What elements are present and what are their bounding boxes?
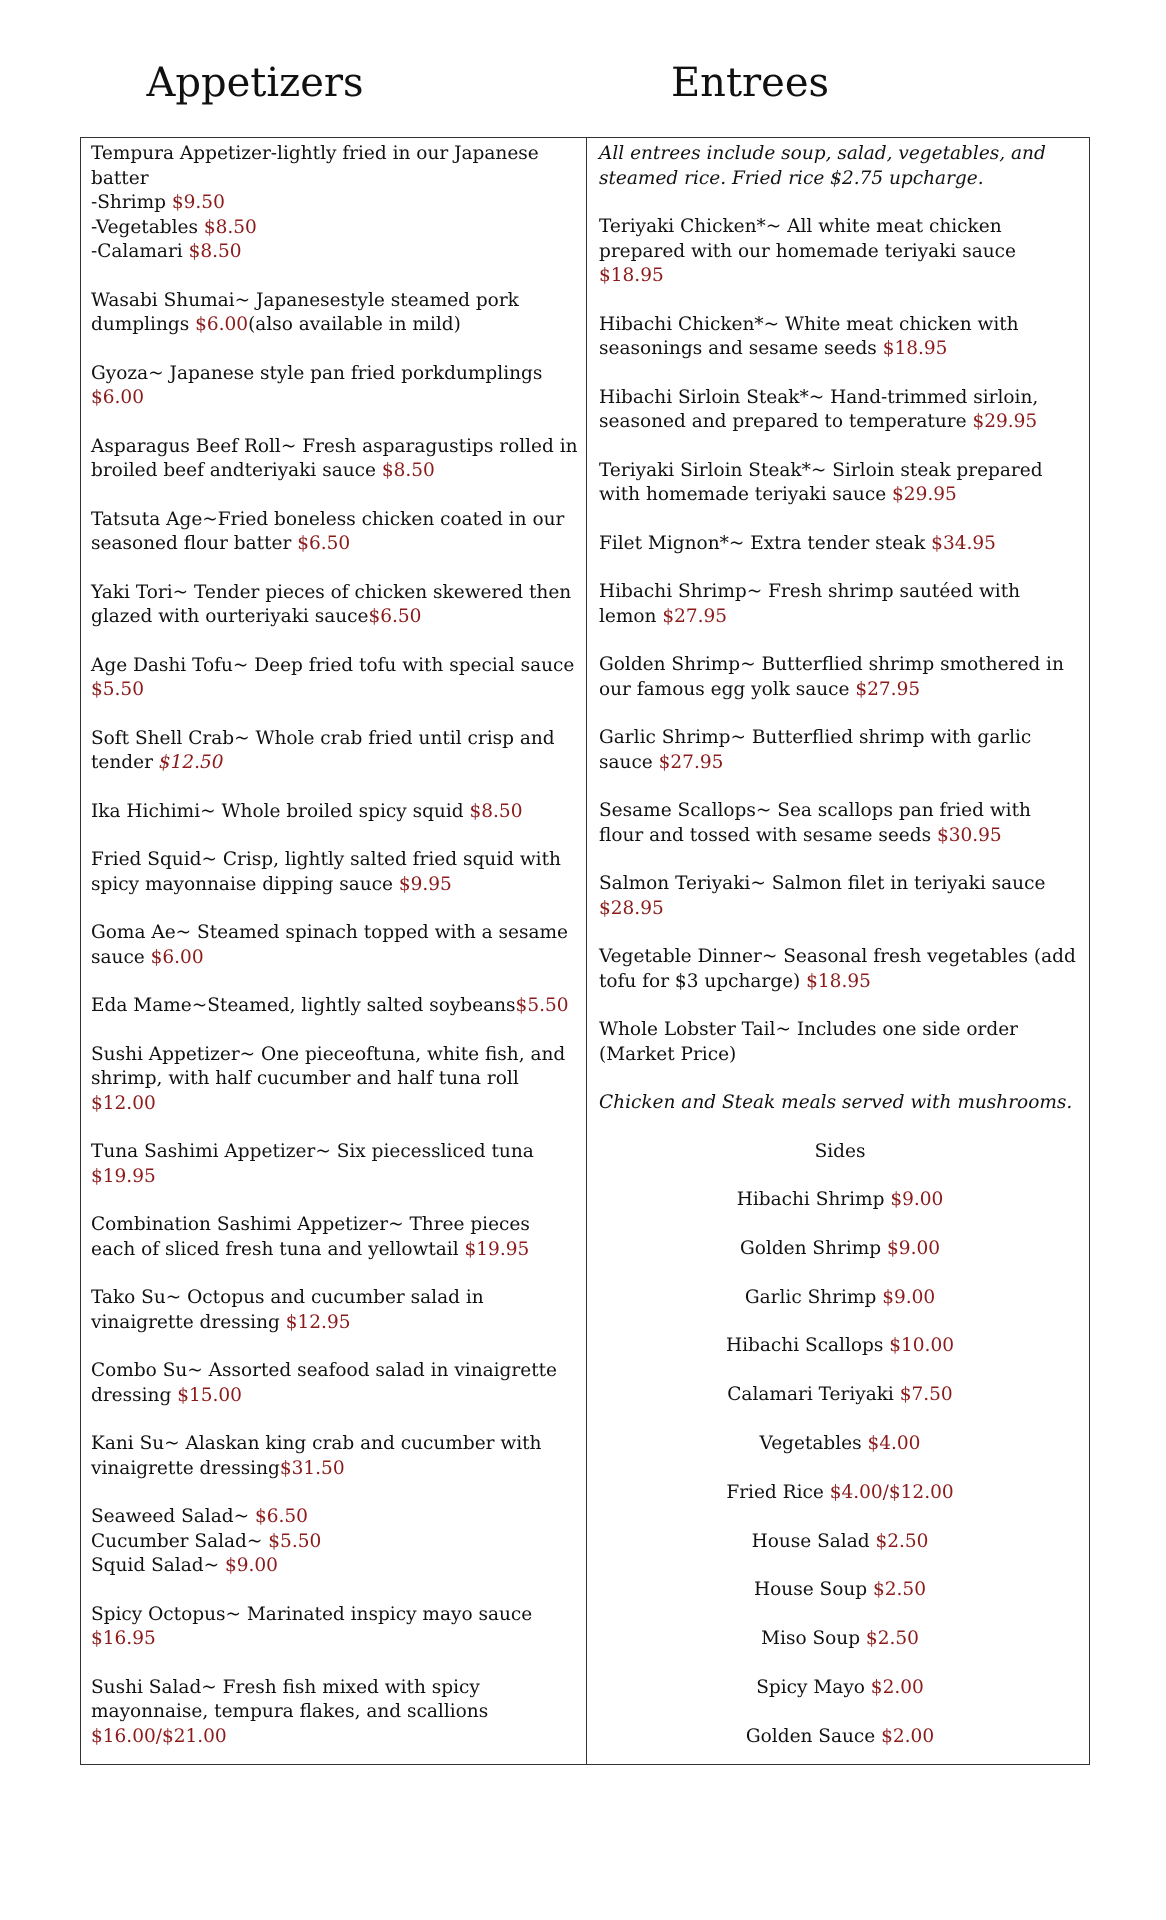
item-desc: Filet Mignon*~ Extra tender steak: [599, 532, 932, 554]
menu-item-tako-su: [91, 1286, 578, 1335]
item-price: $5.50: [268, 1530, 322, 1552]
item-desc: Sesame Scallops~ Sea scallops pan fried with flour and tossed with sesame seeds: [599, 800, 1031, 846]
item-desc: Tatsuta Age~Fried boneless chicken coated in our seasoned flour batter: [91, 508, 565, 554]
item-price: $18.95: [882, 338, 948, 359]
item-desc: Hibachi Sirloin Steak*~ Hand-trimmed sirloin, seasoned and prepared to temperature: [599, 386, 1039, 432]
menu-item-hibachi-shrimp: [599, 580, 1081, 629]
item-price: $8.50: [469, 800, 523, 822]
menu-item-garlic-shrimp: [599, 726, 1081, 775]
menu-item-teriyaki-sirloin: [599, 459, 1081, 508]
item-desc: Vegetable Dinner~ Seasonal fresh vegetables (add tofu for $3 upcharge): [599, 946, 1076, 992]
side-name: Hibachi Scallops: [726, 1335, 890, 1357]
item-label: -Vegetables: [91, 216, 204, 238]
side-price: $7.50: [899, 1384, 953, 1406]
item-price: $9.50: [171, 192, 225, 213]
side-item: [599, 1530, 1081, 1555]
side-price: $2.50: [873, 1579, 926, 1601]
item-price: $6.00: [150, 946, 204, 968]
side-price: $9.00: [890, 1189, 944, 1210]
menu-item-yaki-tori: [91, 581, 578, 630]
item-label: -Shrimp: [91, 192, 172, 213]
item-price: $19.95: [91, 1165, 156, 1187]
item-desc: Teriyaki Sirloin Steak*~ Sirloin steak prepared with homemade teriyaki sauce: [599, 459, 1043, 505]
item-desc: Combo Su~ Assorted seafood salad in vinaigrette dressing: [91, 1360, 558, 1406]
side-price: $2.00: [870, 1676, 924, 1698]
item-price: $12.95: [285, 1311, 351, 1333]
item-price: $8.50: [381, 460, 435, 481]
side-price: $9.00: [887, 1237, 940, 1259]
item-price: $9.00: [224, 1555, 278, 1576]
menu-item-kani-su: [91, 1432, 578, 1481]
side-name: Vegetables: [759, 1432, 868, 1454]
side-price: $10.00: [889, 1335, 954, 1357]
item-label: Seaweed Salad~: [91, 1506, 255, 1527]
menu-item-golden-shrimp: [599, 653, 1081, 702]
side-price: $4.00: [867, 1432, 921, 1454]
side-item: [599, 1237, 1081, 1262]
menu-item-combo-su: [91, 1359, 578, 1408]
item-desc: Tuna Sashimi Appetizer~ Six piecessliced tuna: [91, 1141, 534, 1162]
item-price: $18.95: [806, 970, 871, 992]
item-desc: Garlic Shrimp~ Butterflied shrimp with garlic sauce: [599, 727, 1032, 773]
menu-item-asparagus-beef-roll: [91, 435, 578, 484]
item-price: $29.95: [972, 411, 1038, 432]
item-price: $12.50: [158, 752, 224, 773]
item-desc: Tako Su~ Octopus and cucumber salad in vinaigrette dressing: [91, 1287, 484, 1333]
menu-item-sushi-appetizer: [91, 1043, 578, 1117]
menu-item-age-dashi-tofu: [91, 654, 578, 703]
menu-item-fried-squid: [91, 848, 578, 897]
item-desc: Hibachi Chicken*~ White meat chicken with seasonings and sesame seeds: [599, 313, 1019, 359]
menu-item-filet-mignon: [599, 532, 1081, 557]
side-item: [599, 1627, 1081, 1652]
item-price: $9.95: [398, 873, 452, 895]
entrees-intro: All entrees include soup, salad, vegetables, and steamed rice. Fried rice $2.75 upcharge.: [599, 143, 1046, 189]
side-name: Garlic Shrimp: [744, 1286, 883, 1308]
item-desc: Whole Lobster Tail~ Includes one side order (Market Price): [599, 1019, 1018, 1065]
item-desc: Fried Squid~ Crisp, lightly salted fried squid with spicy mayonnaise dipping sauce: [91, 849, 561, 895]
item-price: $8.50: [203, 216, 257, 238]
side-item: [599, 1481, 1081, 1506]
menu-item-soft-shell-crab: [91, 727, 578, 776]
menu-item-ika-hichimi: [91, 800, 578, 825]
item-desc: Age Dashi Tofu~ Deep fried tofu with special sauce: [91, 654, 575, 676]
item-note: (also available in mild): [248, 314, 461, 335]
menu-item-salads: [91, 1505, 578, 1579]
side-item: [599, 1578, 1081, 1603]
item-price: $34.95: [931, 532, 996, 554]
item-desc: Spicy Octopus~ Marinated inspicy mayo sauce: [91, 1603, 533, 1625]
item-price: $19.95: [464, 1238, 530, 1260]
menu-item-spicy-octopus: [91, 1603, 578, 1652]
menu-item-wasabi-shumai: [91, 289, 578, 338]
menu-item-whole-lobster-tail: [599, 1018, 1081, 1067]
side-item: [599, 1676, 1081, 1701]
appetizers-heading: Appetizers: [146, 60, 364, 106]
item-desc: Teriyaki Chicken*~ All white meat chicken prepared with our homemade teriyaki sauce: [599, 216, 1016, 262]
menu-item-hibachi-sirloin: [599, 386, 1081, 435]
item-desc: Kani Su~ Alaskan king crab and cucumber with vinaigrette dressing: [91, 1433, 542, 1479]
side-item: [599, 1725, 1081, 1750]
item-desc: Yaki Tori~ Tender pieces of chicken skewered then glazed with ourteriyaki sauce: [91, 581, 572, 627]
item-price: $8.50: [188, 241, 242, 262]
side-name: Hibachi Shrimp: [736, 1189, 891, 1210]
menu-item-eda-mame: [91, 994, 578, 1019]
item-desc: Ika Hichimi~ Whole broiled spicy squid: [91, 800, 470, 822]
menu-item-teriyaki-chicken: [599, 215, 1081, 289]
side-name: Calamari Teriyaki: [727, 1384, 900, 1406]
side-name: House Soup: [754, 1579, 873, 1601]
side-price: $2.50: [875, 1530, 929, 1552]
menu-item-hibachi-chicken: [599, 313, 1081, 362]
item-desc: Gyoza~ Japanese style pan fried porkdumplings: [91, 362, 543, 384]
menu-item-sushi-salad: [91, 1676, 578, 1750]
item-price: $6.50: [254, 1506, 308, 1527]
item-price: $6.50: [368, 606, 422, 627]
item-label: Cucumber Salad~: [91, 1530, 269, 1552]
item-price: $15.00: [177, 1384, 242, 1406]
item-price: $18.95: [599, 265, 664, 286]
menu-item-combination-sashimi: [91, 1213, 578, 1262]
menu-item-tuna-sashimi: [91, 1140, 578, 1189]
item-label: -Calamari: [91, 241, 189, 262]
side-name: Golden Sauce: [745, 1725, 882, 1747]
item-desc: Sushi Appetizer~ One pieceoftuna, white fish, and shrimp, with half cucumber and half tuna roll: [91, 1043, 566, 1089]
entrees-column: [587, 138, 1089, 1764]
item-price: $6.00: [195, 314, 249, 335]
appetizers-column: [81, 138, 587, 1764]
item-price: $12.00: [91, 1092, 156, 1114]
side-item: [599, 1334, 1081, 1359]
item-desc: Wasabi Shumai~ Japanesestyle steamed pork dumplings: [91, 289, 519, 335]
sides-title: Sides: [814, 1140, 866, 1162]
item-price: $27.95: [662, 605, 728, 627]
side-name: Miso Soup: [761, 1628, 866, 1650]
item-desc: Golden Shrimp~ Butterflied shrimp smothered in our famous egg yolk sauce: [599, 654, 1064, 700]
item-desc: Salmon Teriyaki~ Salmon filet in teriyaki sauce: [599, 873, 1046, 894]
side-name: Golden Shrimp: [739, 1237, 888, 1259]
menu-item-goma-ae: [91, 921, 578, 970]
side-item: [599, 1432, 1081, 1457]
menu-item-sesame-scallops: [599, 799, 1081, 848]
item-price: $28.95: [599, 897, 664, 919]
item-desc: Asparagus Beef Roll~ Fresh asparagustips rolled in broiled beef andteriyaki sauce: [91, 435, 578, 481]
menu-item-salmon-teriyaki: [599, 872, 1081, 921]
item-desc: Hibachi Shrimp~ Fresh shrimp sautéed with lemon: [599, 581, 1021, 627]
side-name: House Salad: [751, 1530, 876, 1552]
item-desc: Eda Mame~Steamed, lightly salted soybeans: [91, 995, 516, 1016]
mushroom-note: Chicken and Steak meals served with mushrooms.: [599, 1092, 1073, 1113]
sides-list: [599, 1188, 1081, 1749]
side-item: [599, 1286, 1081, 1311]
item-label: Squid Salad~: [91, 1555, 225, 1576]
side-price: $9.00: [882, 1286, 936, 1308]
item-desc: Soft Shell Crab~ Whole crab fried until crisp and tender: [91, 727, 555, 773]
item-price: $27.95: [855, 678, 921, 700]
item-price: $27.95: [658, 751, 724, 773]
side-name: Fried Rice: [726, 1481, 830, 1503]
item-desc: Sushi Salad~ Fresh fish mixed with spicy mayonnaise, tempura flakes, and scallions: [91, 1676, 489, 1722]
menu-table: [80, 137, 1090, 1765]
item-desc: Tempura Appetizer-lightly fried in our Japanese batter: [91, 143, 539, 189]
item-price: $29.95: [892, 484, 957, 505]
menu-item-gyoza: [91, 362, 578, 411]
menu-item-vegetable-dinner: [599, 945, 1081, 994]
item-desc: Goma Ae~ Steamed spinach topped with a sesame sauce: [91, 922, 568, 968]
item-price: $6.50: [297, 533, 351, 554]
menu-item-tempura: [91, 142, 578, 265]
item-desc: Combination Sashimi Appetizer~ Three pieces each of sliced fresh tuna and yellowtail: [91, 1214, 530, 1260]
item-price: $30.95: [936, 824, 1002, 846]
entrees-heading: Entrees: [670, 60, 830, 106]
side-item: [599, 1383, 1081, 1408]
side-item: [599, 1188, 1081, 1213]
side-price: $2.00: [881, 1725, 935, 1747]
item-price: $5.50: [91, 679, 144, 700]
item-price: $31.50: [279, 1457, 345, 1479]
side-price: $4.00/$12.00: [829, 1481, 954, 1503]
menu-item-tatsuta-age: [91, 508, 578, 557]
item-price: $5.50: [515, 995, 569, 1016]
side-price: $2.50: [865, 1628, 919, 1650]
item-price: $16.95: [91, 1628, 156, 1649]
side-name: Spicy Mayo: [756, 1676, 871, 1698]
item-price: $16.00/$21.00: [91, 1725, 227, 1747]
item-price: $6.00: [91, 387, 144, 408]
